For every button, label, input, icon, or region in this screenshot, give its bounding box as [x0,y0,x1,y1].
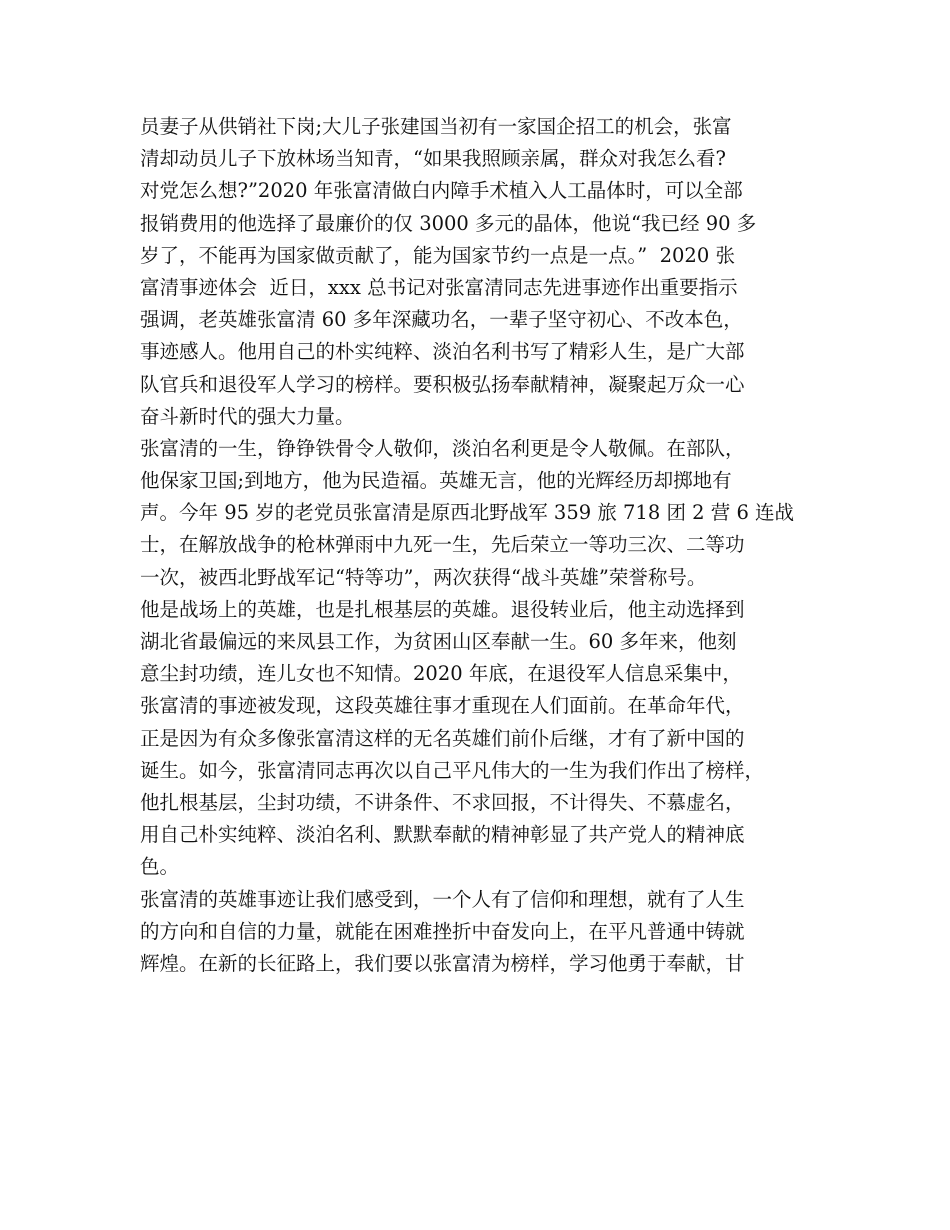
text-line: 正是因为有众多像张富清这样的无名英雄们前仆后继，才有了新中国的 [140,726,745,750]
text-line: 一次，被西北野战军记“特等功”，两次获得“战斗英雄”荣誉称号。 [140,565,707,589]
text-line: 对党怎么想?”2020 年张富清做白内障手术植入人工晶体时，可以全部 [140,179,743,203]
text-line: 他保家卫国;到地方，他为民造福。英雄无言，他的光辉经历却掷地有 [140,469,732,493]
text-line: 的方向和自信的力量，就能在困难挫折中奋发向上，在平凡普通中铸就 [140,919,745,943]
text-line: 声。今年 95 岁的老党员张富清是原西北野战军 359 旅 718 团 2 营 6 连战 [140,501,795,525]
text-line: 士，在解放战争的枪林弹雨中九死一生，先后荣立一等功三次、二等功 [140,533,745,557]
text-line: 员妻子从供销社下岗;大儿子张建国当初有一家国企招工的机会，张富 [140,115,732,138]
text-line: 清却动员儿子下放林场当知青，“如果我照顾亲属，群众对我怎么看? [140,147,726,171]
text-line: 湖北省最偏远的来凤县工作，为贫困山区奉献一生。60 多年来，他刻 [140,630,737,653]
text-line: 诞生。如今，张富清同志再次以自己平凡伟大的一生为我们作出了榜样， [140,758,765,782]
text-line: 张富清的一生，铮铮铁骨令人敬仰，淡泊名利更是令人敬佩。在部队， [140,436,745,460]
text-line: 用自己朴实纯粹、淡泊名利、默默奉献的精神彰显了共产党人的精神底 [140,823,745,847]
text-line: 张富清的英雄事迹让我们感受到，一个人有了信仰和理想，就有了人生 [140,887,745,911]
text-line: 辉煌。在新的长征路上，我们要以张富清为榜样，学习他勇于奉献，甘 [140,951,745,975]
text-line: 奋斗新时代的强大力量。 [140,404,355,428]
text-line: 队官兵和退役军人学习的榜样。要积极弘扬奉献精神，凝聚起万众一心 [140,372,745,396]
text-line: 他扎根基层，尘封功绩，不讲条件、不求回报，不计得失、不慕虚名， [140,790,745,814]
document-body [140,111,820,980]
text-line: 岁了，不能再为国家做贡献了，能为国家节约一点是一点。” 2020 张 [140,243,735,267]
text-line: 报销费用的他选择了最廉价的仅 3000 多元的晶体，他说“我已经 90 多 [140,211,757,235]
text-line: 张富清的事迹被发现，这段英雄往事才重现在人们面前。在革命年代， [140,694,745,718]
text-line: 事迹感人。他用自己的朴实纯粹、淡泊名利书写了精彩人生，是广大部 [140,340,745,364]
text-line: 强调，老英雄张富清 60 多年深藏功名，一辈子坚守初心、不改本色， [140,308,743,332]
text-line: 富清事迹体会 近日，xxx 总书记对张富清同志先进事迹作出重要指示 [140,275,738,299]
text-line: 他是战场上的英雄，也是扎根基层的英雄。退役转业后，他主动选择到 [140,597,745,621]
text-line: 色。 [140,855,180,879]
text-line: 意尘封功绩，连儿女也不知情。2020 年底，在退役军人信息采集中， [140,662,742,686]
